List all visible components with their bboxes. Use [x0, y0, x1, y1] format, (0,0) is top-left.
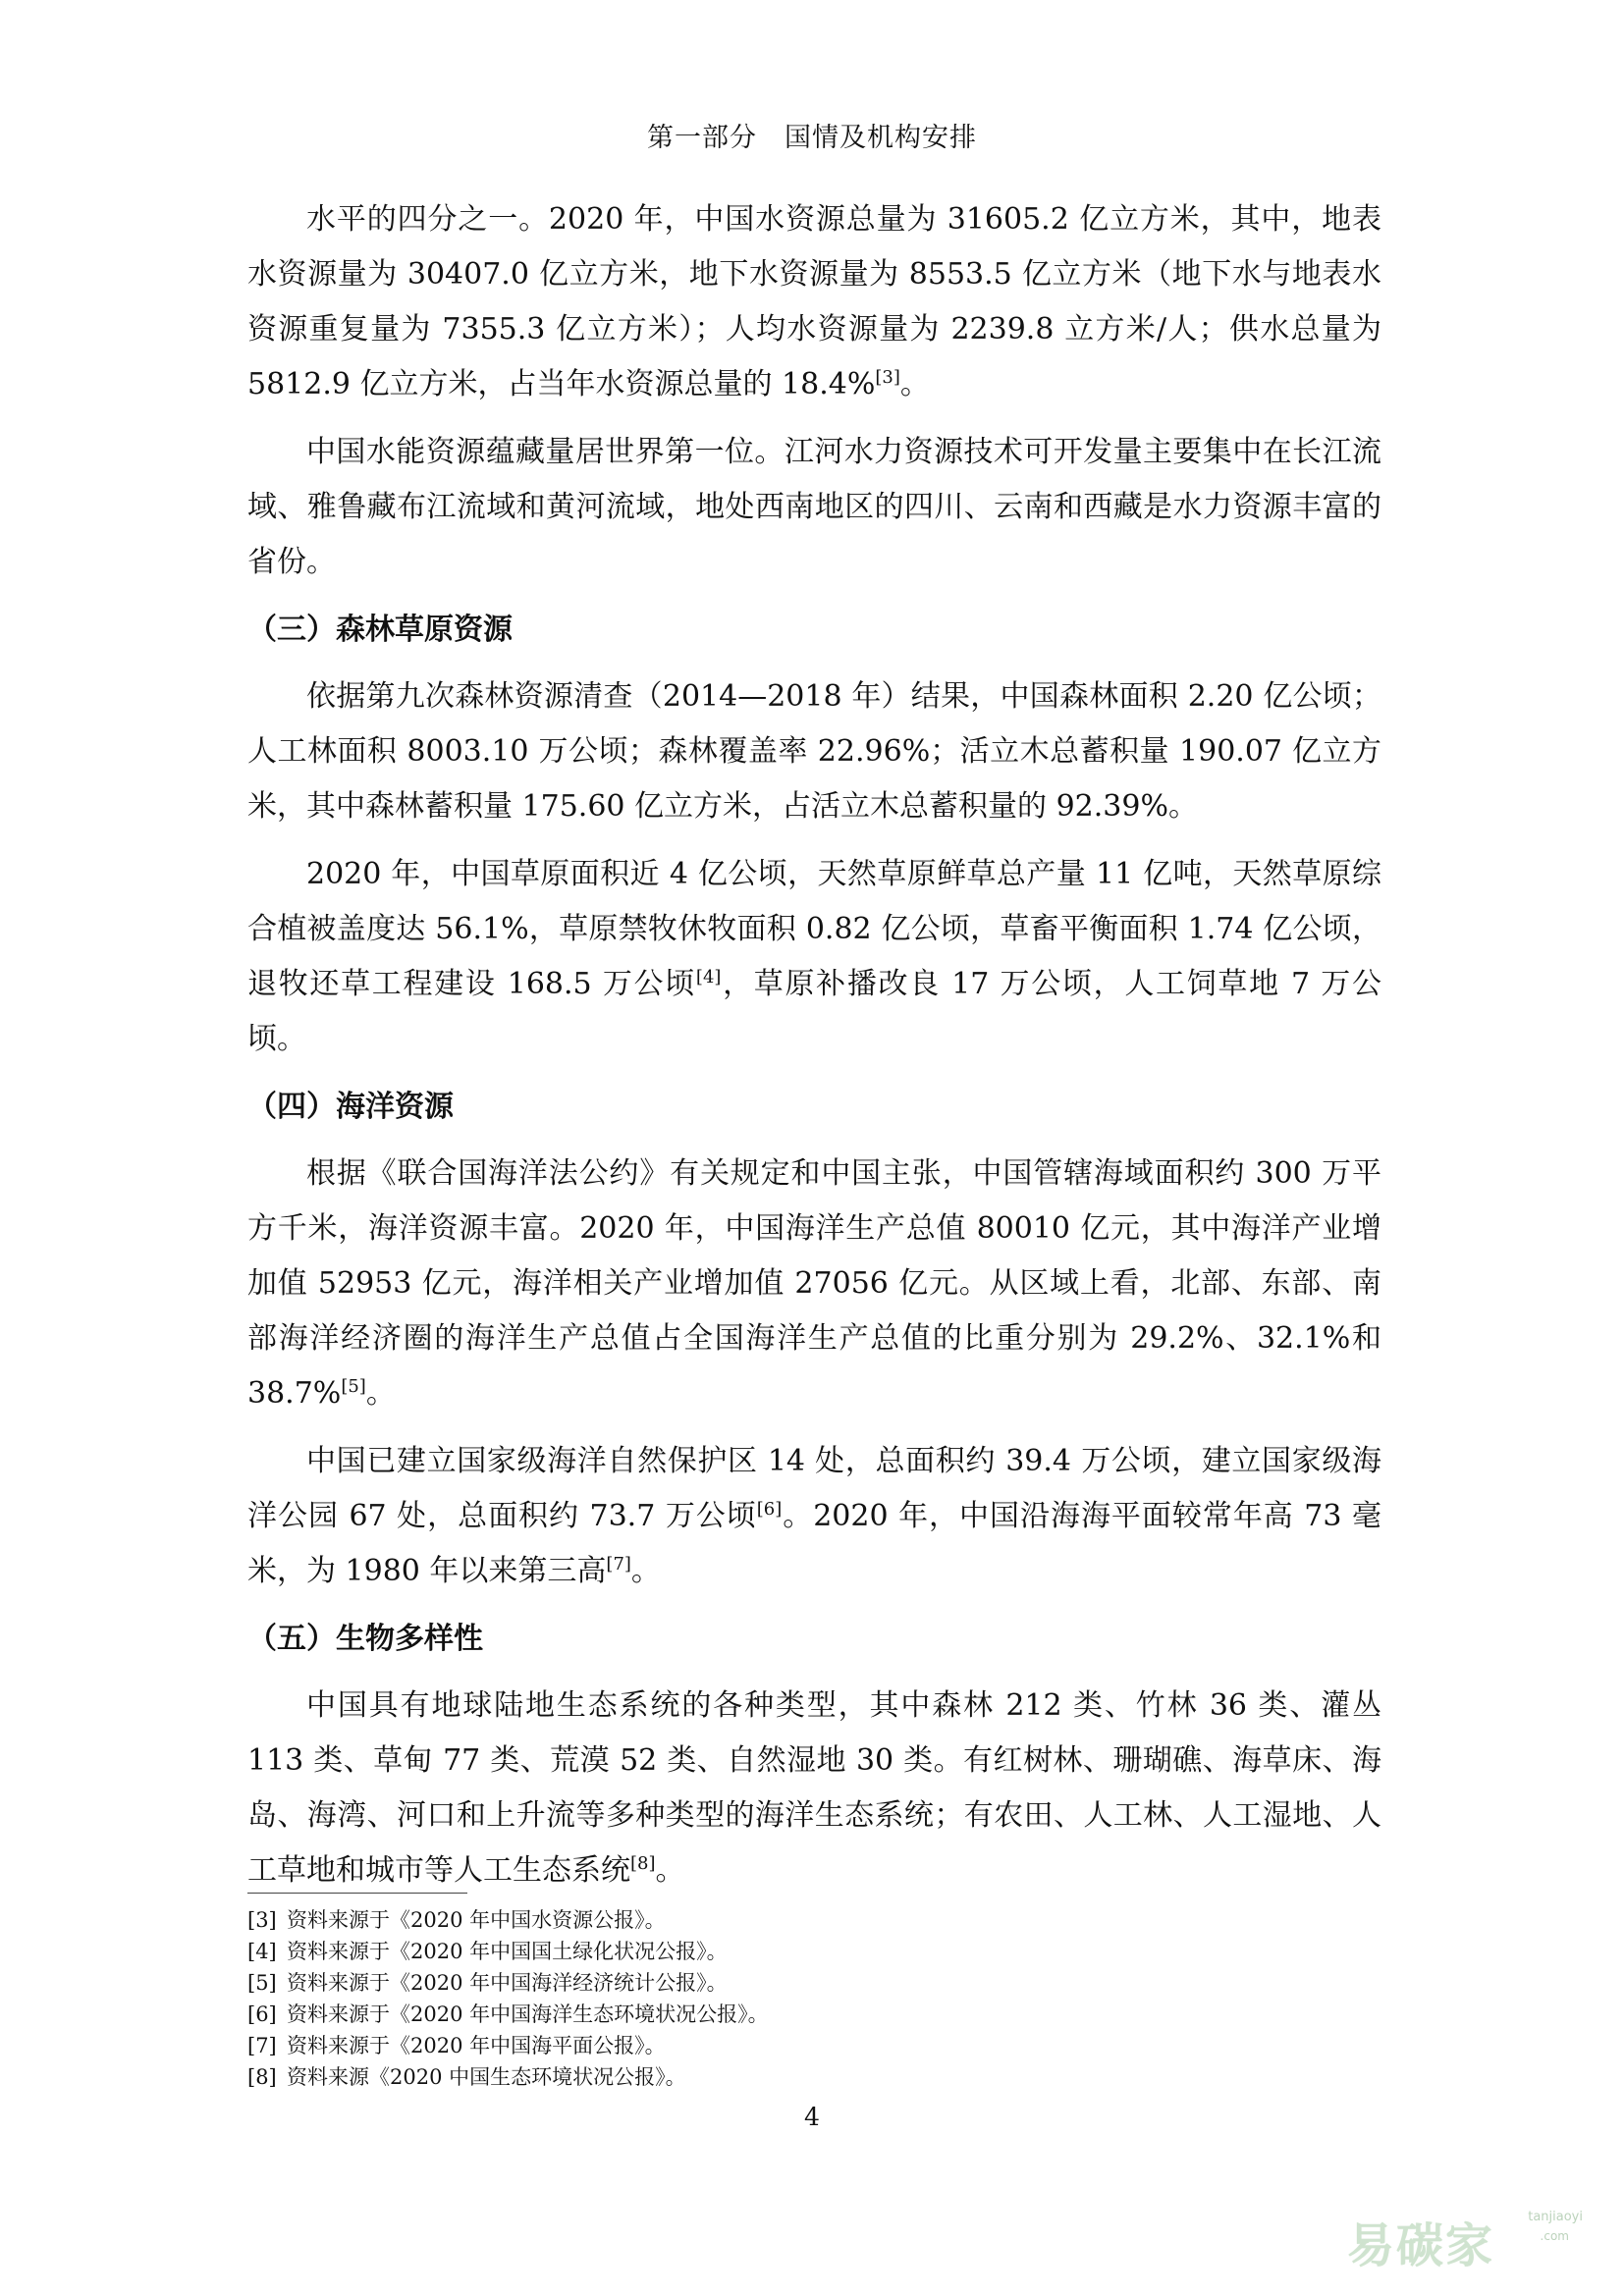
- footnote-item: [4] 资料来源于《2020 年中国国土绿化状况公报》。: [247, 1940, 728, 1963]
- paragraph-hydropower: 中国水能资源蕴藏量居世界第一位。江河水力资源技术可开发量主要集中在长江流域、雅鲁藏布江流域和黄河流域，地处西南地区的四川、云南和西藏是水力资源丰富的省份。: [247, 435, 1381, 579]
- footnote-ref: [6]: [756, 1499, 783, 1520]
- footnote-item: [7] 资料来源于《2020 年中国海平面公报》。: [247, 2034, 666, 2057]
- page-body: [247, 192, 1381, 1911]
- section-heading-biodiversity: （五）生物多样性: [247, 1622, 483, 1656]
- footnote-ref: [4]: [695, 967, 722, 988]
- footnote-item: [6] 资料来源于《2020 年中国海洋生态环境状况公报》。: [247, 2002, 769, 2026]
- footnote-item: [8] 资料来源《2020 中国生态环境状况公报》。: [247, 2065, 686, 2089]
- footnote-ref: [3]: [875, 367, 900, 388]
- footnote-divider: [247, 1893, 467, 1894]
- footnotes: [247, 1904, 1381, 2093]
- section-heading-forest-grassland: （三）森林草原资源: [247, 613, 513, 647]
- running-header: 第一部分 国情及机构安排: [647, 123, 977, 153]
- paragraph-grassland: 2020 年，中国草原面积近 4 亿公顷，天然草原鲜草总产量 11 亿吨，天然草原综合植被盖度达 56.1%，草原禁牧休牧面积 0.82 亿公顷，草畜平衡面积 1.74 亿公顷，退牧还草工程建设 168.5 万公顷[4]，草原补播改良 17 万公顷，人工饲草地 7 万公顷。: [247, 857, 1381, 1056]
- footnote-item: [3] 资料来源于《2020 年中国水资源公报》。: [247, 1908, 666, 1932]
- section-heading-ocean: （四）海洋资源: [247, 1090, 454, 1124]
- page-number: 4: [804, 2103, 820, 2131]
- footnote-item: [5] 资料来源于《2020 年中国海洋经济统计公报》。: [247, 1971, 728, 1995]
- footnote-ref: [7]: [606, 1554, 631, 1575]
- paragraph-ecosystems: 中国具有地球陆地生态系统的各种类型，其中森林 212 类、竹林 36 类、灌丛 113 类、草甸 77 类、荒漠 52 类、自然湿地 30 类。有红树林、珊瑚礁、海草床、海岛、海湾、河口和上升流等多种类型的海洋生态系统；有农田、人工林、人工湿地、人工草地和城市等人工生态系统[8]。: [247, 1688, 1381, 1888]
- footnote-ref: [5]: [341, 1376, 366, 1397]
- footnote-ref: [8]: [630, 1853, 656, 1874]
- watermark-logo: 易碳家 tanjiaoyi .com: [1347, 2210, 1583, 2273]
- paragraph-water-resources: 水平的四分之一。2020 年，中国水资源总量为 31605.2 亿立方米，其中，地表水资源量为 30407.0 亿立方米，地下水资源量为 8553.5 亿立方米（地下水与地表水资源重复量为 7355.3 亿立方米）；人均水资源量为 2239.8 立方米/人；供水总量为 5812.9 亿立方米，占当年水资源总量的 18.4%[3]。: [247, 202, 1381, 401]
- paragraph-marine-protection: 中国已建立国家级海洋自然保护区 14 处，总面积约 39.4 万公顷，建立国家级海洋公园 67 处，总面积约 73.7 万公顷[6]。2020 年，中国沿海海平面较常年高 73 毫米，为 1980 年以来第三高[7]。: [247, 1444, 1381, 1588]
- paragraph-forest: 依据第九次森林资源清查（2014—2018 年）结果，中国森林面积 2.20 亿公顷；人工林面积 8003.10 万公顷；森林覆盖率 22.96%；活立木总蓄积量 190.07 亿立方米，其中森林蓄积量 175.60 亿立方米，占活立木总蓄积量的 92.39%。: [247, 679, 1381, 824]
- paragraph-ocean-economy: 根据《联合国海洋法公约》有关规定和中国主张，中国管辖海域面积约 300 万平方千米，海洋资源丰富。2020 年，中国海洋生产总值 80010 亿元，其中海洋产业增加值 52953 亿元，海洋相关产业增加值 27056 亿元。从区域上看，北部、东部、南部海洋经济圈的海洋生产总值占全国海洋生产总值的比重分别为 29.2%、32.1%和 38.7%[5]。: [247, 1156, 1381, 1411]
